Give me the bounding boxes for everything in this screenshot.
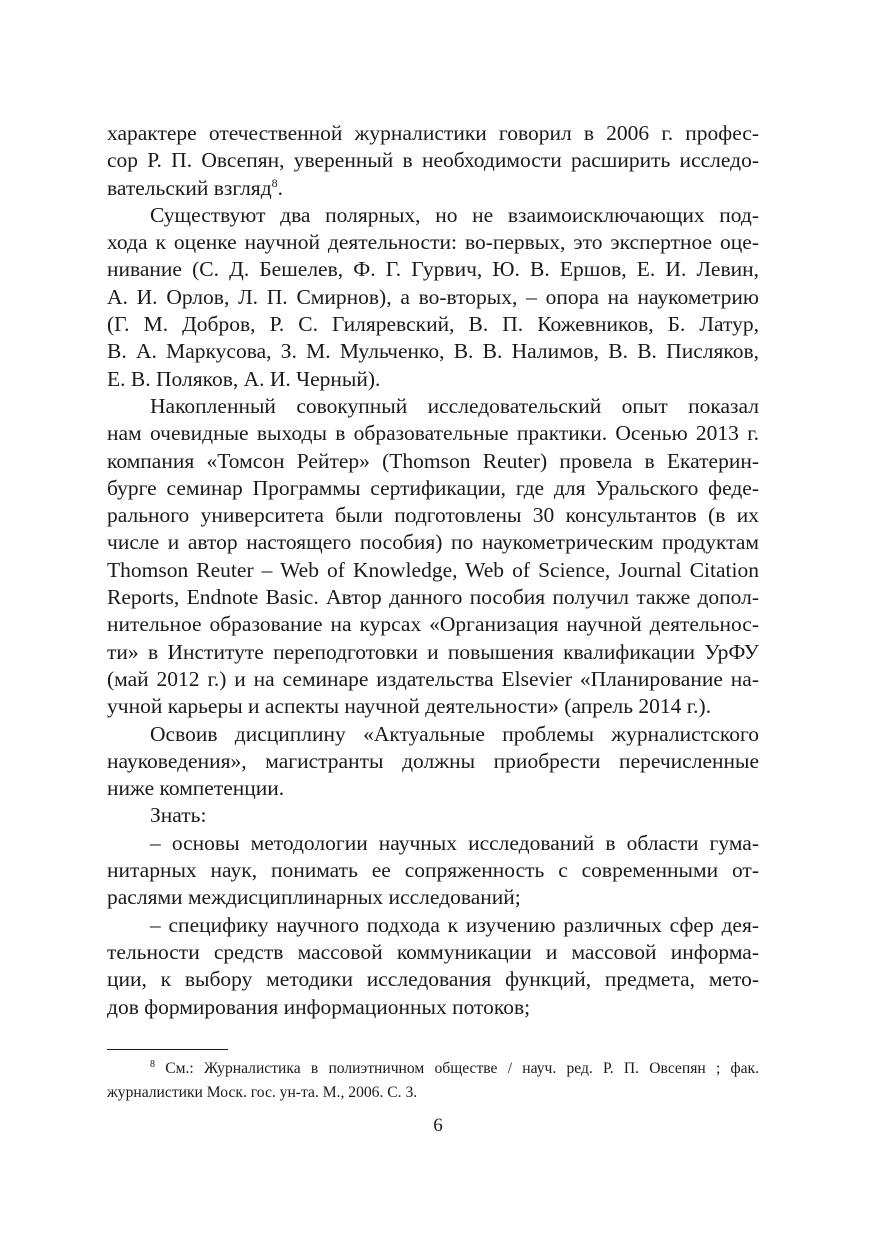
- text-line: Thomson Reuter – Web of Knowledge, Web of Science, Journal Citation: [107, 557, 759, 582]
- text-line: науковедения», магистранты должны приобрести перечисленные: [107, 748, 759, 773]
- paragraph-start-line: Освоив дисциплину «Актуальные проблемы журналистского: [150, 721, 759, 746]
- footnote-divider: [107, 1049, 228, 1050]
- text-line: ции, к выбору методики исследования функций, предмета, мето-: [107, 967, 759, 992]
- text-line: дов формирования информационных потоков;: [107, 994, 531, 1019]
- text-line: нительное образование на курсах «Организация научной деятельнос-: [107, 612, 759, 637]
- text-line: тельности средств массовой коммуникации и массовой информа-: [107, 939, 759, 964]
- text-line: В. А. Маркусова, З. М. Мульченко, В. В. Налимов, В. В. Писляков,: [107, 339, 759, 364]
- text-line: компания «Томсон Рейтер» (Thomson Reuter) провела в Екатерин-: [107, 448, 759, 473]
- footnote: [107, 1057, 759, 1105]
- paragraph-start-line: Накопленный совокупный исследовательский опыт показал: [150, 393, 759, 418]
- text-fragment: вательский взгляд: [107, 175, 272, 200]
- page-body: [107, 120, 759, 1021]
- footnote-mark: 8: [150, 1058, 155, 1070]
- text-line: рального университета были подготовлены 30 консультантов (в их: [107, 503, 759, 528]
- text-line: сор Р. П. Овсепян, уверенный в необходимости расширить исследо-: [107, 148, 759, 173]
- text-line: ниже компетенции.: [107, 776, 285, 801]
- list-item-start-line: – основы методологии научных исследований в области гума-: [150, 830, 759, 855]
- page-number: 6: [433, 1115, 443, 1136]
- list-item-start-line: – специфику научного подхода к изучению различных сфер дея-: [150, 912, 759, 937]
- paragraph-start-line: Существуют два полярных, но не взаимоисключающих под-: [150, 202, 759, 227]
- text-line: характере отечественной журналистики говорил в 2006 г. профес-: [107, 121, 759, 145]
- footnote-line: [107, 1057, 759, 1081]
- text-line: нитарных наук, понимать ее сопряженность с современными от-: [107, 858, 759, 883]
- text-line: А. И. Орлов, Л. П. Смирнов), а во-вторых, – опора на наукометрию: [107, 284, 759, 309]
- text-line: учной карьеры и аспекты научной деятельности» (апрель 2014 г.).: [107, 694, 712, 719]
- text-line: Е. В. Поляков, А. И. Черный).: [107, 366, 381, 391]
- text-line: хода к оценке научной деятельности: во-первых, это экспертное оце-: [107, 230, 759, 255]
- text-line: Reports, Endnote Basic. Автор данного пособия получил также допол-: [107, 585, 759, 610]
- sentence-period: .: [277, 175, 284, 200]
- footnote-reference[interactable]: 8: [271, 175, 278, 190]
- know-heading: Знать:: [150, 803, 207, 828]
- text-line: числе и автор настоящего пособия) по наукометрическим продуктам: [107, 530, 759, 555]
- text-line: раслями междисциплинарных исследований;: [107, 885, 521, 910]
- text-line: ти» в Институте переподготовки и повышения квалификации УрФУ: [107, 639, 759, 664]
- footnote-line: журналистики Моск. гос. ун-та. М., 2006. С. 3.: [107, 1084, 418, 1101]
- text-line: бурге семинар Программы сертификации, где для Уральского феде-: [107, 475, 759, 500]
- footnote-text: См.: Журналистика в полиэтничном обществе / науч. ред. Р. П. Овсепян ; фак.: [165, 1060, 760, 1077]
- text-line-with-footnote: [107, 175, 759, 202]
- text-line: (Г. М. Добров, Р. С. Гиляревский, В. П. Кожевников, Б. Латур,: [107, 312, 759, 337]
- text-line: (май 2012 г.) и на семинаре издательства Elsevier «Планирование на-: [107, 666, 759, 691]
- text-line: нивание (С. Д. Бешелев, Ф. Г. Гурвич, Ю. В. Ершов, Е. И. Левин,: [107, 257, 759, 282]
- text-line: нам очевидные выходы в образовательные практики. Осенью 2013 г.: [107, 421, 759, 446]
